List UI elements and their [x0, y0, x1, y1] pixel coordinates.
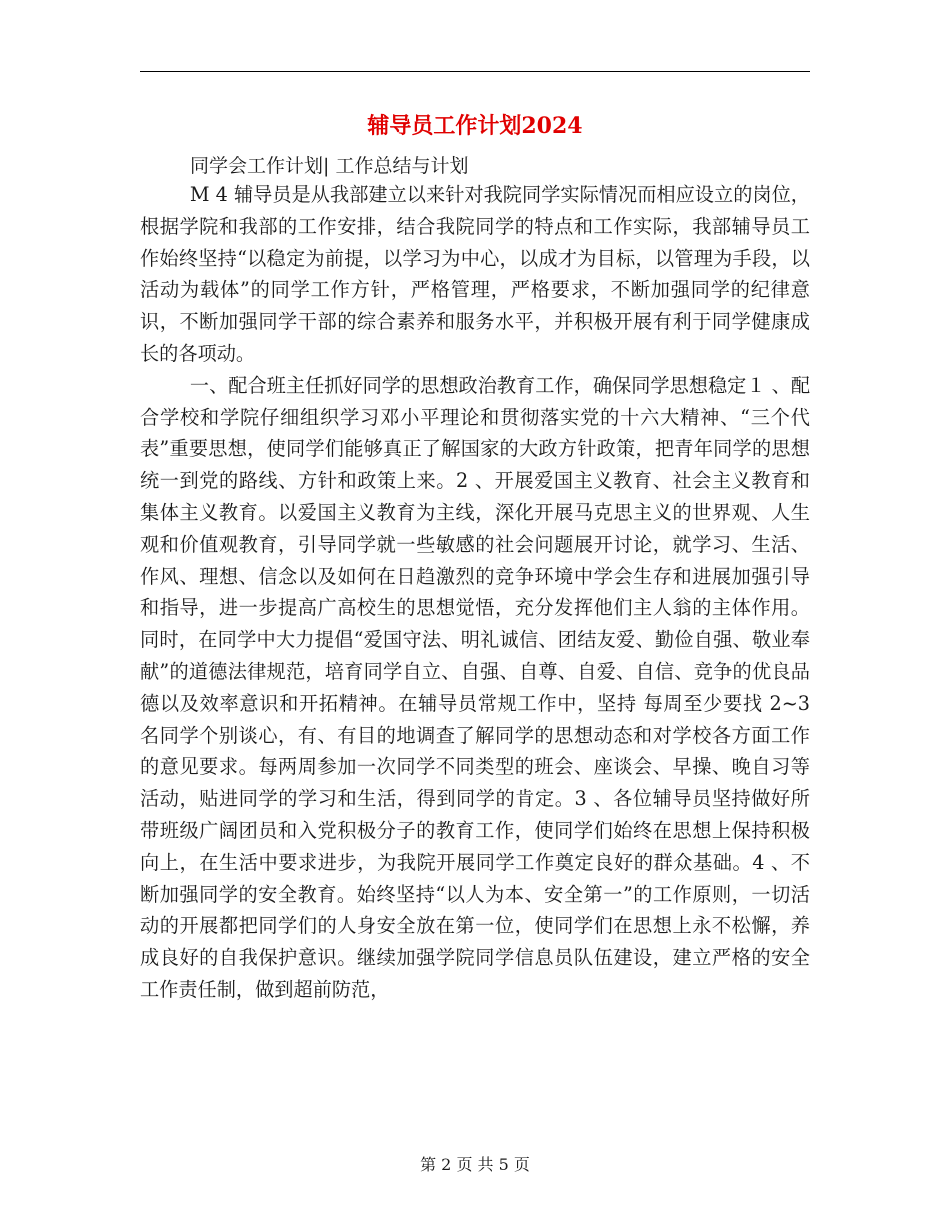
- header-rule: [140, 71, 810, 72]
- document-subtitle: 同学会工作计划| 工作总结与计划: [190, 155, 469, 177]
- document-title: 辅导员工作计划2024: [367, 113, 583, 139]
- paragraph-intro: M 4 辅导员是从我部建立以来针对我院同学实际情况而相应设立的岗位，根据学院和我部的工作安排，结合我院同学的特点和工作实际，我部辅导员工作始终坚持“以稳定为前提，以学习为中心，以成才为目标，以管理为手段，以活动为载体”的同学工作方针，严格管理，严格要求，不断加强同学的纪律意识，不断加强同学干部的综合素养和服务水平，并积极开展有利于同学健康成长的各项动。: [140, 183, 810, 365]
- page-number: 第 2 页 共 5 页: [420, 1155, 530, 1174]
- paragraph-section-one: 一、配合班主任抓好同学的思想政治教育工作，确保同学思想稳定１ 、配合学校和学院仔细组织学习邓小平理论和贯彻落实党的十六大精神、“三个代表”重要思想，使同学们能够真正了解国家的大政方针政策，把青年同学的思想统一到党的路线、方针和政策上来。2 、开展爱国主义教育、社会主义教育和集体主义教育。以爱国主义教育为主线，深化开展马克思主义的世界观、人生观和价值观教育，引导同学就一些敏感的社会问题展开讨论，就学习、生活、作风、理想、信念以及如何在日趋激烈的竞争环境中学会生存和进展加强引导和指导，进一步提高广高校生的思想觉悟，充分发挥他们主人翁的主体作用。同时，在同学中大力提倡“爱国守法、明礼诚信、团结友爱、勤俭自强、敬业奉献”的道德法律规范，培育同学自立、自强、自尊、自爱、自信、竞争的优良品德以及效率意识和开拓精神。在辅导员常规工作中，坚持 每周至少要找 2~3 名同学个别谈心，有、有目的地调查了解同学的思想动态和对学校各方面工作的意见要求。每两周参加一次同学不同类型的班会、座谈会、早操、晚自习等活动，贴进同学的学习和生活，得到同学的肯定。3 、各位辅导员坚持做好所带班级广阔团员和入党积极分子的教育工作，使同学们始终在思想上保持积极向上，在生活中要求进步，为我院开展同学工作奠定良好的群众基础。4 、不断加强同学的安全教育。始终坚持“以人为本、安全第一”的工作原则，一切活动的开展都把同学们的人身安全放在第一位，使同学们在思想上永不松懈，养成良好的自我保护意识。继续加强学院同学信息员队伍建设，建立严格的安全工作责任制，做到超前防范，: [140, 373, 811, 1001]
- document-body: [140, 179, 810, 1006]
